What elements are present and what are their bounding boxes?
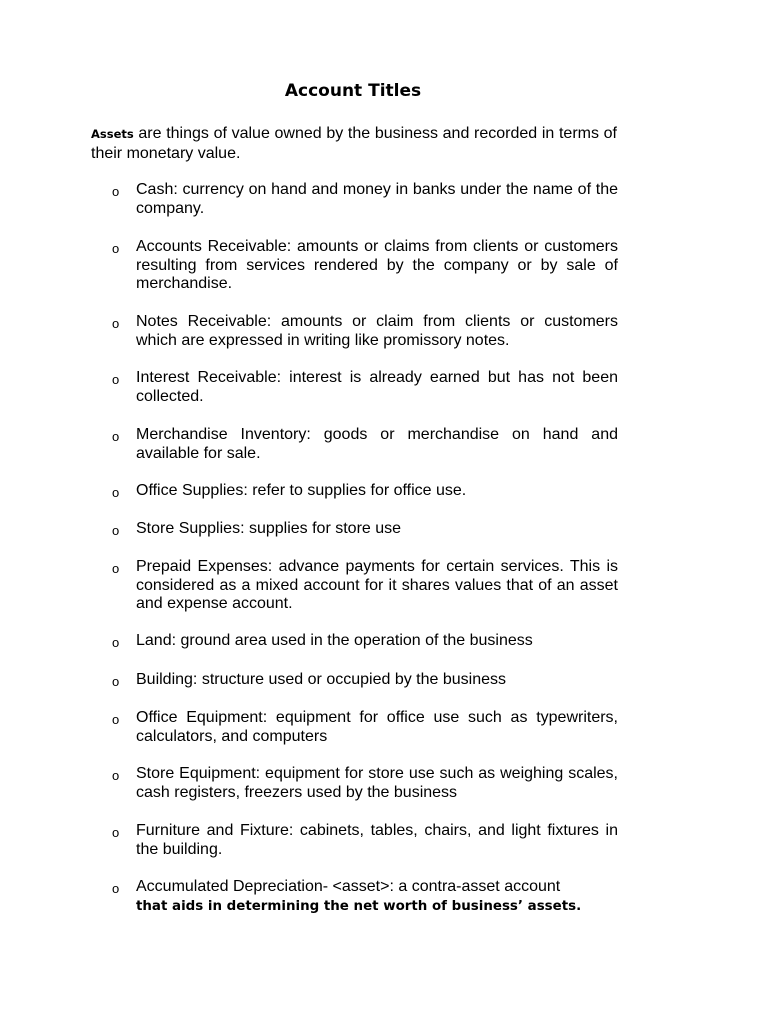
list-item-text: Cash: currency on hand and money in banks under the name of the company. bbox=[136, 181, 618, 217]
intro-paragraph bbox=[91, 124, 617, 163]
bullet-marker: o bbox=[112, 635, 120, 650]
list-item-office-supplies bbox=[112, 482, 618, 502]
bullet-marker: o bbox=[112, 712, 120, 727]
bullet-marker: o bbox=[112, 768, 120, 783]
list-item-furniture-and-fixture bbox=[112, 822, 618, 859]
list-item-text: Notes Receivable: amounts or claim from clients or customers which are expressed in writing like promissory notes. bbox=[136, 313, 618, 349]
list-item-text: Store Supplies: supplies for store use bbox=[136, 520, 402, 537]
list-item-store-supplies bbox=[112, 520, 618, 540]
list-item-text: Building: structure used or occupied by the business bbox=[136, 671, 506, 688]
list-item-text: Land: ground area used in the operation of the business bbox=[136, 632, 533, 649]
list-item-text: Store Equipment: equipment for store use such as weighing scales, cash registers, freezers used by the business bbox=[136, 765, 618, 801]
bullet-marker: o bbox=[112, 881, 120, 896]
list-item-text: Furniture and Fixture: cabinets, tables, chairs, and light fixtures in the building. bbox=[136, 822, 618, 858]
bullet-marker: o bbox=[112, 429, 120, 444]
list-item-text: Office Equipment: equipment for office use such as typewriters, calculators, and computers bbox=[136, 709, 618, 745]
bullet-marker: o bbox=[112, 561, 120, 576]
page-title: Account Titles bbox=[284, 81, 422, 101]
list-item-store-equipment bbox=[112, 765, 618, 802]
bullet-marker: o bbox=[112, 523, 120, 538]
bullet-marker: o bbox=[112, 674, 120, 689]
list-item-text: Merchandise Inventory: goods or merchandise on hand and available for sale. bbox=[136, 426, 618, 462]
bullet-marker: o bbox=[112, 485, 120, 500]
list-item-text: Prepaid Expenses: advance payments for certain services. This is considered as a mixed account for it shares values that of an asset and expense account. bbox=[136, 558, 618, 612]
list-item-interest-receivable bbox=[112, 369, 618, 406]
list-item-notes-receivable bbox=[112, 313, 618, 350]
list-item-text-first-line: Accumulated Depreciation- <asset>: a contra-asset account bbox=[136, 878, 561, 895]
list-item-office-equipment bbox=[112, 709, 618, 746]
list-item-prepaid-expenses bbox=[112, 558, 618, 614]
list-item-text bbox=[136, 878, 618, 916]
list-item-text-continuation: that aids in determining the net worth of business’ assets. bbox=[136, 898, 582, 914]
list-item-text: Accounts Receivable: amounts or claims from clients or customers resulting from services rendered by the company or by sale of merchandise. bbox=[136, 238, 618, 292]
list-item-text: Interest Receivable: interest is already earned but has not been collected. bbox=[136, 369, 618, 405]
list-item-text: Office Supplies: refer to supplies for office use. bbox=[136, 482, 467, 499]
list-item-accounts-receivable bbox=[112, 238, 618, 294]
list-item-building bbox=[112, 671, 618, 691]
bullet-marker: o bbox=[112, 184, 120, 199]
list-item-accumulated-depreciation bbox=[112, 878, 618, 916]
intro-term: Assets bbox=[91, 127, 134, 141]
bullet-marker: o bbox=[112, 316, 120, 331]
list-item-land bbox=[112, 632, 618, 652]
bullet-marker: o bbox=[112, 825, 120, 840]
bullet-marker: o bbox=[112, 241, 120, 256]
bullet-marker: o bbox=[112, 372, 120, 387]
intro-text: are things of value owned by the business and recorded in terms of their monetary value. bbox=[91, 125, 617, 162]
list-item-cash bbox=[112, 181, 618, 218]
list-item-merchandise-inventory bbox=[112, 426, 618, 463]
